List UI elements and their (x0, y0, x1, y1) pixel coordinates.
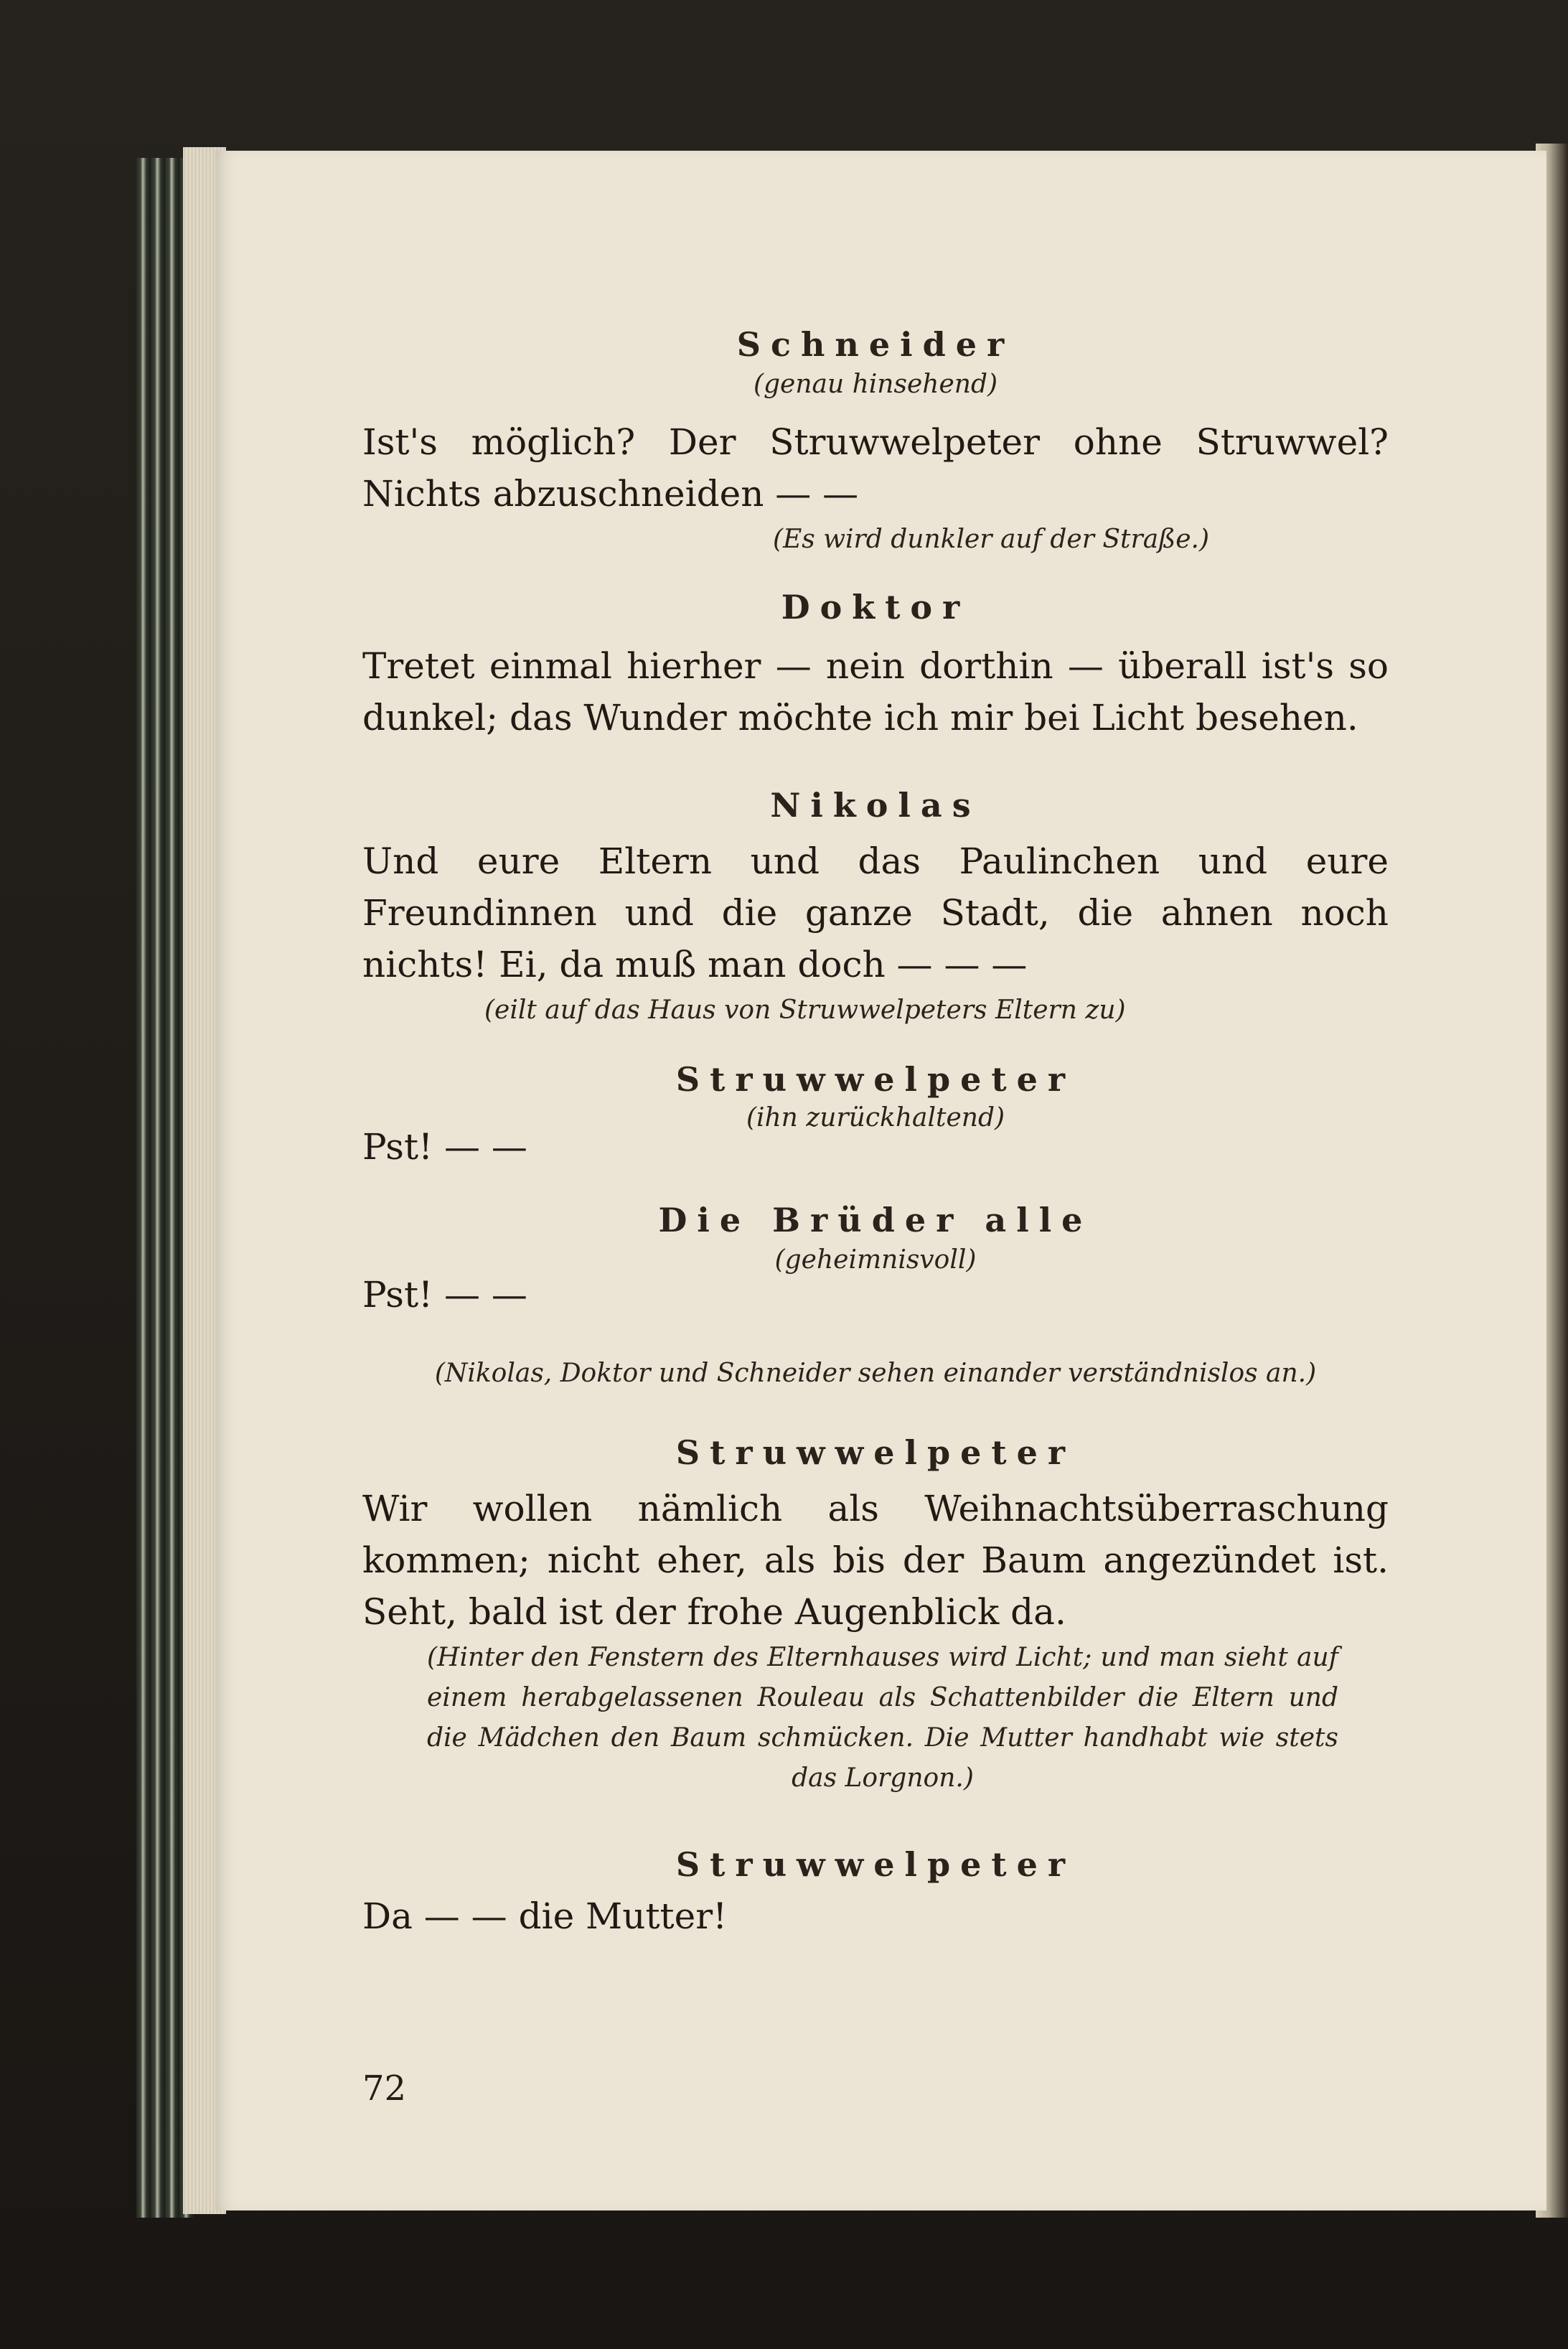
page-number: 72 (362, 2068, 407, 2109)
direction-genau-hinsehend: (genau hinsehend) (753, 370, 998, 399)
page-content (362, 309, 1389, 1942)
speaker-struwwelpeter-3: Struwwelpeter (675, 1845, 1076, 1884)
speaker-struwwelpeter-2: Struwwelpeter (675, 1433, 1076, 1472)
speaker-doktor: Doktor (781, 588, 970, 627)
speaker-schneider: Schneider (736, 325, 1015, 364)
speech-pst-2: Pst! — — (362, 1274, 527, 1316)
direction-geheimnisvoll: (geheimnisvoll) (774, 1245, 977, 1275)
speech-pst-1: Pst! — — (362, 1126, 527, 1168)
speech-die-mutter: Da — — die Mutter! (362, 1895, 728, 1937)
direction-ihn-zurueckhaltend: (ihn zurückhaltend) (746, 1103, 1005, 1133)
speech-doktor: Tretet einmal hierher — nein dorthin — überall ist's so dunkel; das Wunder möchte ich mir bei Licht besehen. (362, 645, 1389, 739)
stage-direction-dunkler: (Es wird dunkler auf der Straße.) (772, 525, 1209, 554)
speech-schneider: Ist's möglich? Der Struwwelpeter ohne Struwwel? Nichts abzuschneiden — — (362, 421, 1389, 515)
stage-direction-eilt: (eilt auf das Haus von Struwwelpeters Eltern zu) (484, 995, 1126, 1025)
stage-direction-verstaendnislos: (Nikolas, Doktor und Schneider sehen einander verständnislos an.) (434, 1359, 1317, 1388)
stage-direction-schattenbilder: (Hinter den Fenstern des Elternhauses wird Licht; und man sieht auf einem herabgelassenen Rouleau als Schattenbilder die Eltern und die Mädchen den Baum schmücken. Die Mutter handhabt wie stets das Lorgnon.) (427, 1643, 1338, 1793)
speaker-die-brueder-alle: Die Brüder alle (658, 1201, 1093, 1239)
speech-nikolas: Und eure Eltern und das Paulinchen und eure Freundinnen und die ganze Stadt, die ahnen noch nichts! Ei, da muß man doch — — — (362, 840, 1389, 985)
speaker-nikolas: Nikolas (770, 786, 981, 825)
speaker-struwwelpeter-1: Struwwelpeter (675, 1060, 1076, 1099)
speech-struwwelpeter-weihnacht: Wir wollen nämlich als Weihnachtsüberraschung kommen; nicht eher, als bis der Baum angezündet ist. Seht, bald ist der frohe Augenblick da. (362, 1488, 1389, 1633)
